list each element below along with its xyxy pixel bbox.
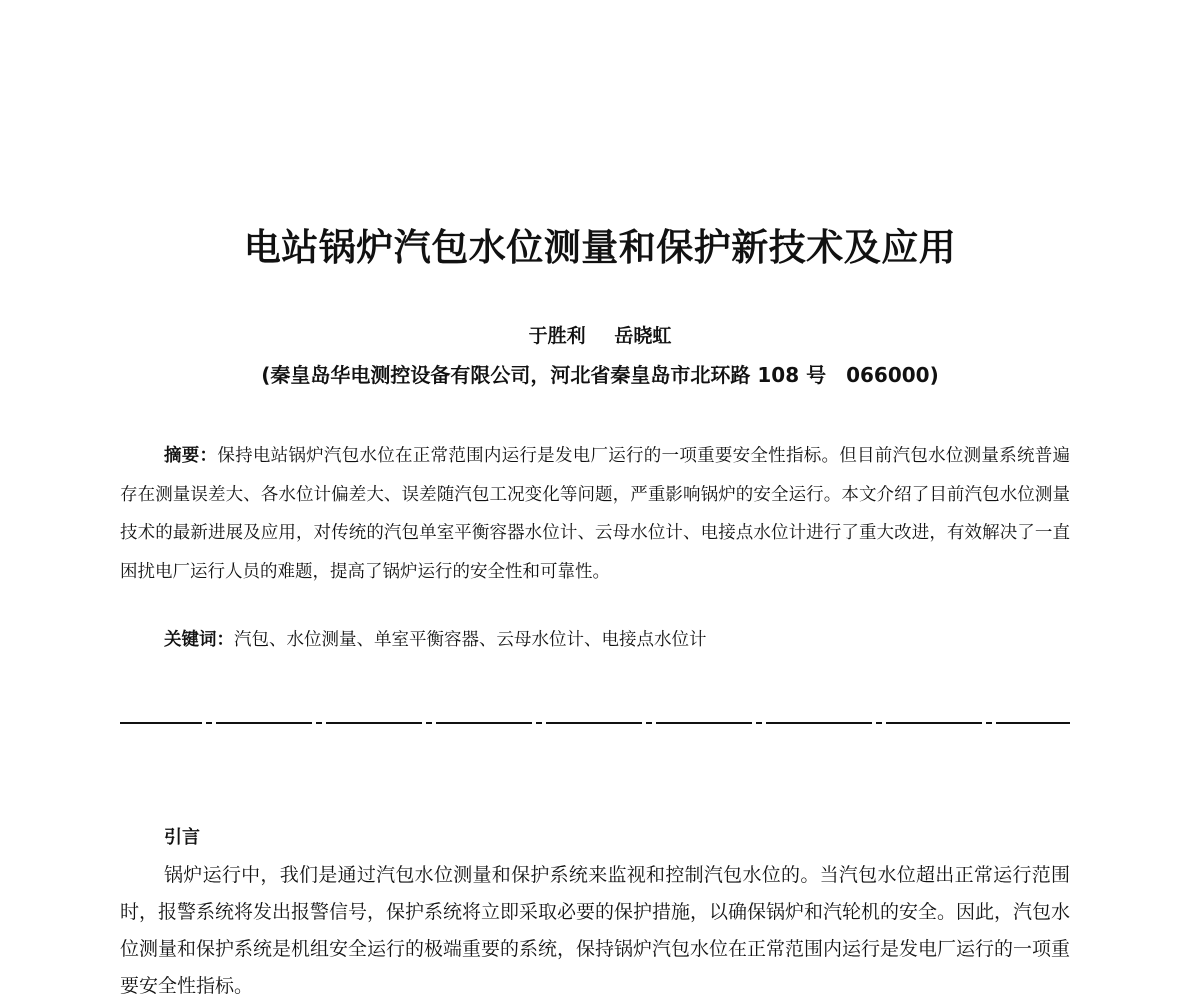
author-affiliation: (秦皇岛华电测控设备有限公司，河北省秦皇岛市北环路 108 号 066000): [261, 363, 939, 387]
author-list: [0, 322, 1200, 350]
abstract: [120, 437, 1070, 591]
keywords-text: 汽包、水位测量、单室平衡容器、云母水位计、电接点水位计: [234, 630, 707, 650]
author-name: 岳晓虹: [614, 325, 672, 347]
section-body: 锅炉运行中，我们是通过汽包水位测量和保护系统来监视和控制汽包水位的。当汽包水位超出正常运行范围时，报警系统将发出报警信号，保护系统将立即采取必要的保护措施，以确保锅炉和汽轮机的安全。因此，汽包水位测量和保护系统是机组安全运行的极端重要的系统，保持锅炉汽包水位在正常范围内运行是发电厂运行的一项重要安全性指标。: [120, 864, 1071, 997]
keywords-label: 关键词：: [164, 630, 234, 650]
abstract-text: 保持电站锅炉汽包水位在正常范围内运行是发电厂运行的一项重要安全性指标。但目前汽包水位测量系统普遍存在测量误差大、各水位计偏差大、误差随汽包工况变化等问题，严重影响锅炉的安全运行。本文介绍了目前汽包水位测量技术的最新进展及应用，对传统的汽包单室平衡容器水位计、云母水位计、电接点水位计进行了重大改进，有效解决了一直困扰电厂运行人员的难题，提高了锅炉运行的安全性和可靠性。: [120, 446, 1070, 582]
section-divider: [120, 722, 1070, 724]
abstract-label: 摘要：: [164, 446, 218, 466]
paper-title: 电站锅炉汽包水位测量和保护新技术及应用: [243, 226, 957, 269]
author-name: 于胜利: [528, 325, 586, 347]
keywords: [164, 621, 1064, 659]
section-heading: 引言: [164, 827, 200, 848]
